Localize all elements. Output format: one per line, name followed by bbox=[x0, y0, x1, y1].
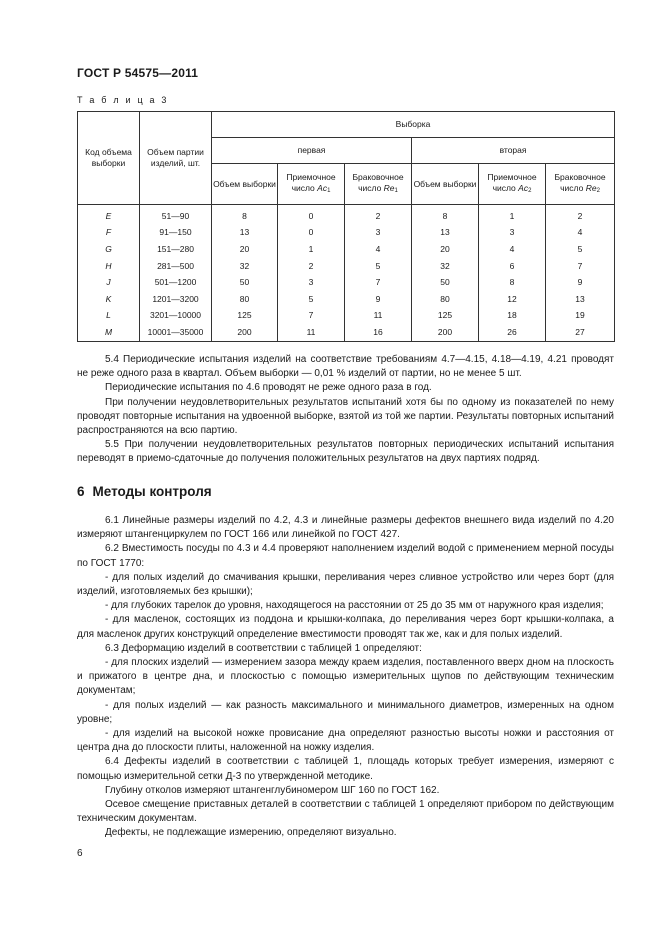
cell-code: E bbox=[78, 205, 140, 225]
cell-volume-2: 80 bbox=[412, 291, 479, 308]
table-row bbox=[78, 225, 615, 242]
paragraph: 6.1 Линейные размеры изделий по 4.2, 4.3 и линейные размеры дефектов внешнего вида изделий по 4.20 измеряют штангенциркулем по ГОСТ 166 или линейкой по ГОСТ 427. bbox=[77, 515, 614, 541]
cell-volume-1: 32 bbox=[212, 258, 278, 275]
paragraph: При получении неудовлетворительных результатов испытаний хотя бы по одному из показателей по нему проводят повторные испытания на удвоенной выборке, взятой из той же партии. Результаты повторных испытаний распространяются на всю партию. bbox=[77, 396, 614, 437]
cell-accept-1: 0 bbox=[278, 205, 345, 225]
col-header-reject-2: Браковочное число Re2 bbox=[546, 164, 615, 205]
page-number: 6 bbox=[77, 848, 83, 859]
cell-accept-1: 0 bbox=[278, 225, 345, 242]
cell-reject-1: 4 bbox=[345, 241, 412, 258]
table-row bbox=[78, 291, 615, 308]
table-row bbox=[78, 324, 615, 341]
cell-volume-2: 8 bbox=[412, 205, 479, 225]
cell-volume-1: 50 bbox=[212, 274, 278, 291]
cell-accept-2: 6 bbox=[479, 258, 546, 275]
cell-lot: 501—1200 bbox=[140, 274, 212, 291]
cell-volume-1: 13 bbox=[212, 225, 278, 242]
cell-reject-2: 19 bbox=[546, 308, 615, 325]
table-row bbox=[78, 308, 615, 325]
paragraph: Осевое смещение приставных деталей в соответствии с таблицей 1 определяют прибором по действующим техническим документам. bbox=[77, 799, 614, 825]
paragraph: - для полых изделий — как разность максимального и минимального диаметров, измеренных на одном уровне; bbox=[77, 699, 614, 725]
cell-volume-2: 13 bbox=[412, 225, 479, 242]
cell-reject-1: 7 bbox=[345, 274, 412, 291]
cell-accept-2: 26 bbox=[479, 324, 546, 341]
section-6-text bbox=[77, 514, 614, 841]
cell-volume-2: 50 bbox=[412, 274, 479, 291]
table-row bbox=[78, 258, 615, 275]
cell-accept-1: 2 bbox=[278, 258, 345, 275]
cell-reject-1: 3 bbox=[345, 225, 412, 242]
cell-reject-2: 4 bbox=[546, 225, 615, 242]
table-row bbox=[78, 205, 615, 225]
cell-volume-1: 80 bbox=[212, 291, 278, 308]
section-title: Методы контроля bbox=[92, 484, 212, 499]
cell-code: J bbox=[78, 274, 140, 291]
cell-reject-2: 5 bbox=[546, 241, 615, 258]
col-header-first: первая bbox=[212, 138, 412, 164]
document-header: ГОСТ Р 54575—2011 bbox=[77, 66, 199, 80]
paragraph: Периодические испытания по 4.6 проводят не реже одного раза в год. bbox=[105, 382, 432, 394]
cell-code: M bbox=[78, 324, 140, 341]
paragraph: Дефекты, не подлежащие измерению, определяют визуально. bbox=[105, 827, 397, 839]
cell-code: G bbox=[78, 241, 140, 258]
paragraph: Глубину отколов измеряют штангенглубиномером ШГ 160 по ГОСТ 162. bbox=[105, 784, 440, 796]
cell-reject-1: 16 bbox=[345, 324, 412, 341]
cell-accept-2: 12 bbox=[479, 291, 546, 308]
section-number: 6 bbox=[77, 484, 85, 499]
cell-volume-1: 200 bbox=[212, 324, 278, 341]
col-header-second: вторая bbox=[412, 138, 615, 164]
sampling-table bbox=[77, 111, 615, 342]
col-header-code: Код объема выборки bbox=[78, 112, 140, 205]
cell-reject-2: 13 bbox=[546, 291, 615, 308]
paragraph: - для плоских изделий — измерением зазора между краем изделия, поставленного вверх дном на плоскость и прижатого в центре дна, и плоскостью с помощью измерительных щупов по действующим техническим документам; bbox=[77, 657, 614, 697]
cell-lot: 281—500 bbox=[140, 258, 212, 275]
cell-volume-2: 200 bbox=[412, 324, 479, 341]
col-header-sample: Выборка bbox=[212, 112, 615, 138]
cell-accept-2: 18 bbox=[479, 308, 546, 325]
cell-reject-1: 5 bbox=[345, 258, 412, 275]
paragraph: 6.4 Дефекты изделий в соответствии с таблицей 1, площадь которых требует измерения, измеряют с помощью измерительной сетки Д-3 по утвержденной методике. bbox=[77, 756, 614, 782]
cell-accept-2: 4 bbox=[479, 241, 546, 258]
cell-accept-2: 1 bbox=[479, 205, 546, 225]
cell-code: K bbox=[78, 291, 140, 308]
paragraph: - для полых изделий до смачивания крышки, переливания через сливное устройство или через борт (для изделий, изготовляемых без крышки); bbox=[77, 571, 614, 598]
cell-reject-1: 11 bbox=[345, 308, 412, 325]
cell-volume-1: 125 bbox=[212, 308, 278, 325]
cell-lot: 51—90 bbox=[140, 205, 212, 225]
cell-lot: 10001—35000 bbox=[140, 324, 212, 341]
paragraph: - для масленок, состоящих из поддона и крышки-колпака, до переливания через борт крышки-колпака, а для масленок других конструкций определение вместимости проводят так же, как и для полых изделий. bbox=[77, 614, 614, 640]
table-row bbox=[78, 241, 615, 258]
cell-code: L bbox=[78, 308, 140, 325]
col-header-lot: Объем партии изделий, шт. bbox=[140, 112, 212, 205]
cell-reject-2: 2 bbox=[546, 205, 615, 225]
cell-code: H bbox=[78, 258, 140, 275]
col-header-accept-1: Приемочное число Ac1 bbox=[278, 164, 345, 205]
cell-reject-2: 9 bbox=[546, 274, 615, 291]
cell-reject-1: 2 bbox=[345, 205, 412, 225]
paragraph: - для глубоких тарелок до уровня, находящегося на расстоянии от 25 до 35 мм от наружного края изделия; bbox=[105, 600, 604, 612]
paragraph: 5.4 Периодические испытания изделий на соответствие требованиям 4.7—4.15, 4.18—4.19, 4.21 проводят не реже одного раза в квартал. Объем выборки — 0,01 % изделий от партии, но не менее 5 шт. bbox=[77, 354, 614, 380]
paragraph: 5.5 При получении неудовлетворительных результатов повторных периодических испытаний испытания переводят в приемо-сдаточные до получения положительных результатов на двух партиях подряд. bbox=[77, 439, 614, 465]
cell-volume-2: 125 bbox=[412, 308, 479, 325]
cell-accept-1: 11 bbox=[278, 324, 345, 341]
table-caption: Т а б л и ц а 3 bbox=[77, 95, 169, 105]
col-header-volume-2: Объем выборки bbox=[412, 164, 479, 205]
cell-lot: 91—150 bbox=[140, 225, 212, 242]
col-header-accept-2: Приемочное число Ac2 bbox=[479, 164, 546, 205]
cell-lot: 151—280 bbox=[140, 241, 212, 258]
cell-accept-1: 7 bbox=[278, 308, 345, 325]
col-header-reject-1: Браковочное число Re1 bbox=[345, 164, 412, 205]
paragraph: 6.2 Вместимость посуды по 4.3 и 4.4 проверяют наполнением изделий водой с применением мерной посуды по ГОСТ 1770: bbox=[77, 543, 614, 569]
paragraph: - для изделий на высокой ножке провисание дна определяют разностью высоты ножки и расстояния от центра дна до плоскости плиты, наложенной на ножку изделия. bbox=[77, 728, 614, 754]
cell-reject-2: 7 bbox=[546, 258, 615, 275]
cell-accept-1: 5 bbox=[278, 291, 345, 308]
cell-accept-2: 3 bbox=[479, 225, 546, 242]
cell-reject-2: 27 bbox=[546, 324, 615, 341]
section-heading bbox=[77, 484, 212, 499]
paragraph: 6.3 Деформацию изделий в соответствии с таблицей 1 определяют: bbox=[105, 642, 422, 654]
cell-accept-2: 8 bbox=[479, 274, 546, 291]
cell-volume-2: 32 bbox=[412, 258, 479, 275]
cell-accept-1: 1 bbox=[278, 241, 345, 258]
col-header-volume-1: Объем выборки bbox=[212, 164, 278, 205]
table-row bbox=[78, 274, 615, 291]
cell-lot: 3201—10000 bbox=[140, 308, 212, 325]
section-5-text bbox=[77, 353, 614, 467]
cell-accept-1: 3 bbox=[278, 274, 345, 291]
cell-volume-2: 20 bbox=[412, 241, 479, 258]
cell-reject-1: 9 bbox=[345, 291, 412, 308]
cell-volume-1: 20 bbox=[212, 241, 278, 258]
cell-code: F bbox=[78, 225, 140, 242]
cell-lot: 1201—3200 bbox=[140, 291, 212, 308]
cell-volume-1: 8 bbox=[212, 205, 278, 225]
